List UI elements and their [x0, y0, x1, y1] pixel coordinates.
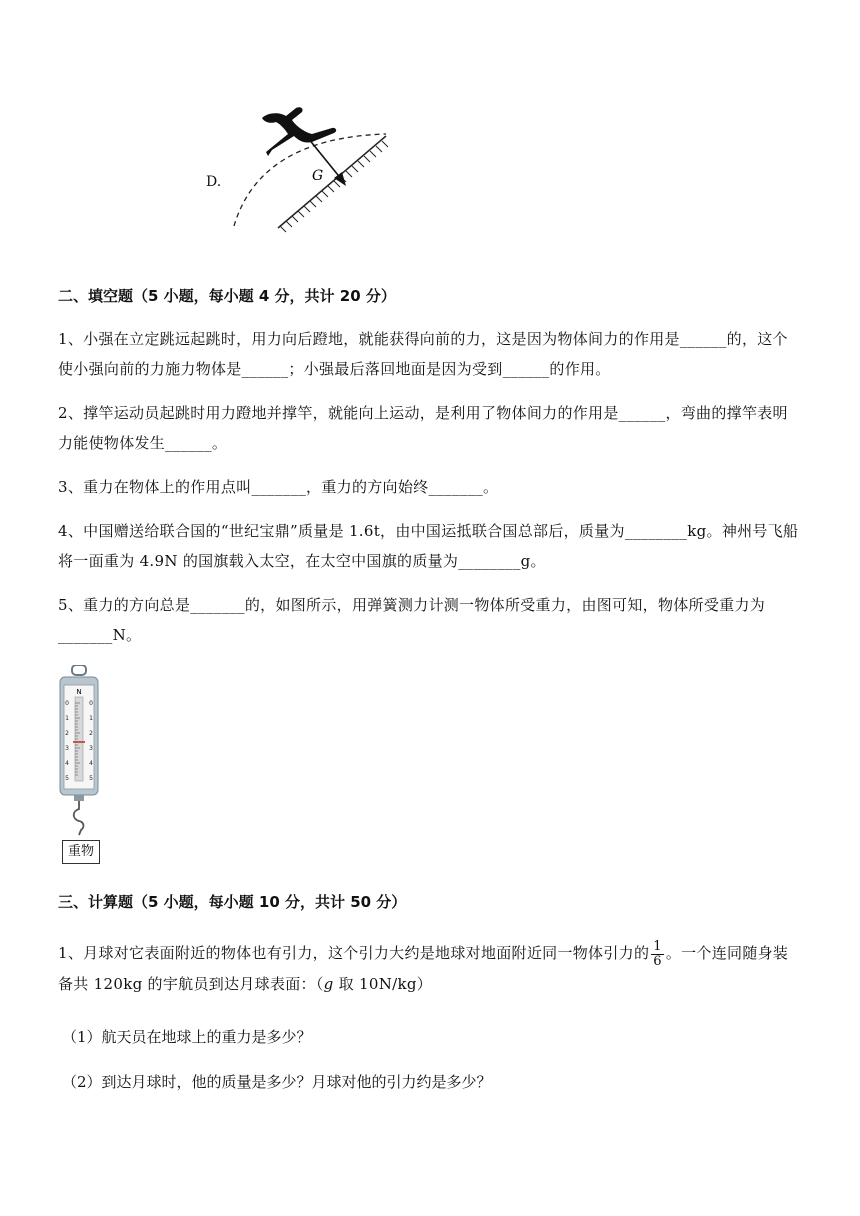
calc-q1 — [58, 938, 803, 999]
fraction-denominator: 6 — [653, 953, 662, 969]
scale-tick-label-left-3: 3 — [65, 745, 69, 752]
figure-d — [200, 98, 400, 238]
scale-tick-label-left-4: 4 — [65, 760, 69, 767]
scale-tick-label-left-2: 2 — [65, 730, 69, 737]
weight-box: 重物 — [62, 840, 100, 864]
scale-tick-label-right-5: 5 — [89, 775, 93, 782]
scale-tick-label-left-5: 5 — [65, 775, 69, 782]
fill-q4: 4、中国赠送给联合国的“世纪宝鼎”质量是 1.6t，由中国运抵联合国总部后，质量为________kg。神州号飞船将一面重为 4.9N 的国旗载入太空，在太空中国旗的质量为________g。 — [58, 522, 799, 570]
fill-q2: 2、撑竿运动员起跳时用力蹬地并撑竿，就能向上运动，是利用了物体间力的作用是______，弯曲的撑竿表明力能使物体发生______。 — [58, 404, 788, 452]
g-symbol: g — [323, 974, 334, 993]
fraction-numerator: 1 — [653, 938, 662, 954]
calc-q1-sub1: （1）航天员在地球上的重力是多少？ — [62, 1028, 312, 1046]
scale-unit-label: N — [76, 688, 82, 696]
section2-heading: 二、填空题（5 小题，每小题 4 分，共计 20 分） — [58, 287, 396, 305]
calc-q1-text-c: 取 10N/kg） — [333, 974, 433, 993]
force-g-label: G — [312, 168, 324, 184]
scale-tick-label-right-0: 0 — [89, 700, 93, 707]
scale-tick-label-right-3: 3 — [89, 745, 93, 752]
scale-tick-label-right-4: 4 — [89, 760, 93, 767]
fraction-one-sixth — [651, 940, 664, 969]
scale-tick-label-right-1: 1 — [89, 715, 93, 722]
spring-scale — [56, 665, 106, 840]
calc-q1-text-a: 1、月球对它表面附近的物体也有引力，这个引力大约是地球对地面附近同一物体引力的 — [58, 944, 650, 962]
scale-tick-label-right-2: 2 — [89, 730, 93, 737]
calc-q1-text-b: 。一个连同随身装备共 120kg 的宇航员到达月球表面：（ — [58, 944, 789, 993]
scale-tick-label-left-1: 1 — [65, 715, 69, 722]
fill-q5: 5、重力的方向总是_______的，如图所示，用弹簧测力计测一物体所受重力，由图可知，物体所受重力为_______N。 — [58, 596, 766, 644]
scale-tick-label-left-0: 0 — [65, 700, 69, 707]
option-d-label: D. — [206, 174, 222, 190]
fill-q3: 3、重力在物体上的作用点叫_______，重力的方向始终_______。 — [58, 478, 499, 496]
fill-q1: 1、小强在立定跳远起跳时，用力向后蹬地，就能获得向前的力，这是因为物体间力的作用是______的，这个使小强向前的力施力物体是______；小强最后落回地面是因为受到______的作用。 — [58, 330, 788, 378]
spring-scale-figure — [56, 665, 106, 865]
calc-q1-sub2: （2）到达月球时，他的质量是多少？月球对他的引力约是多少？ — [62, 1073, 492, 1091]
section3-heading: 三、计算题（5 小题，每小题 10 分，共计 50 分） — [58, 893, 407, 911]
ski-jump-diagram — [200, 98, 400, 238]
